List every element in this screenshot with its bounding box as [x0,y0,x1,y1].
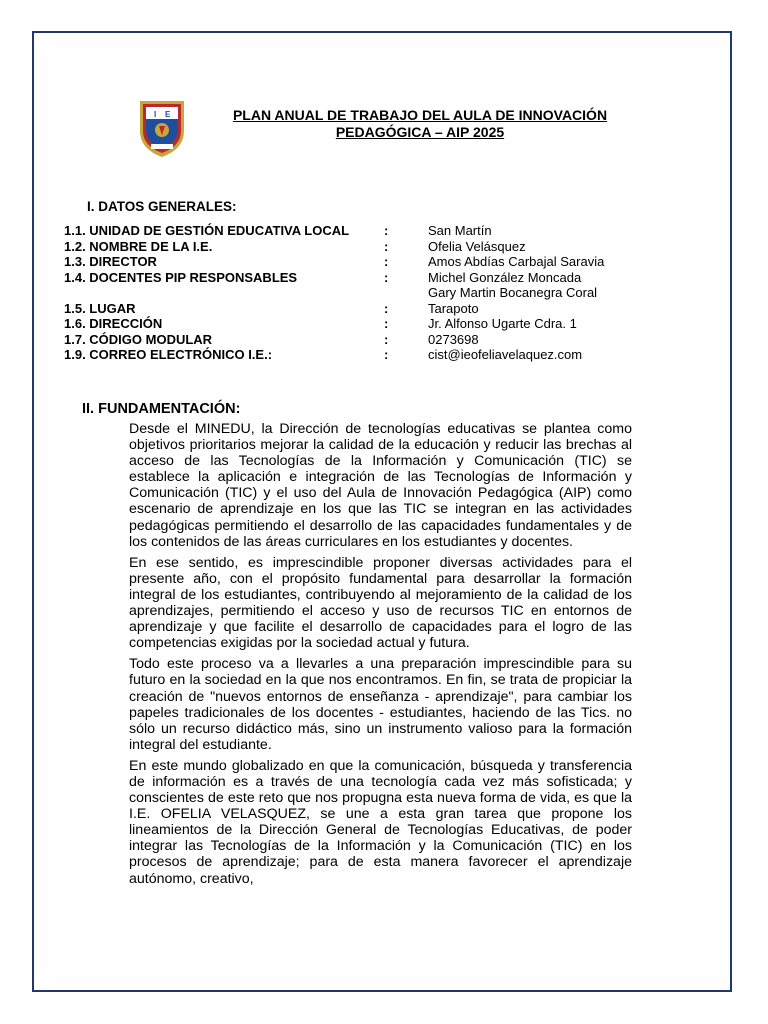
datos-value: Ofelia Velásquez [428,238,526,254]
title-line-2: PEDAGÓGICA – AIP 2025 [335,124,505,140]
datos-row [64,301,684,317]
datos-generales-table [64,223,684,363]
datos-key: 1.9. CORREO ELECTRÓNICO I.E.: [64,347,273,362]
school-crest-icon [137,97,187,159]
paragraph: Desde el MINEDU, la Dirección de tecnologías educativas se plantea como objetivos prioritarios mejorar la calidad de la educación y reducir las brechas al acceso de las Tecnologías de la Información y Comunicación (TIC) se establece la aplicación e integración de las Tecnologías de Información y Comunicación (TIC) y el uso del Aula de Innovación Pedagógica (AIP) como escenario de aprendizaje en los que las TIC se integran en las actividades pedagógicas permitiendo el desarrollo de las capacidades fundamentales y de los contenidos de las áreas curriculares en los estudiantes y docentes. [129,421,632,550]
datos-value: Jr. Alfonso Ugarte Cdra. 1 [428,316,577,331]
datos-colon: : [384,223,389,238]
datos-key: 1.3. DIRECTOR [64,254,157,269]
datos-value: San Martín [428,223,492,238]
datos-colon: : [384,269,389,285]
datos-key: 1.7. CÓDIGO MODULAR [64,331,213,347]
title-line-1: PLAN ANUAL DE TRABAJO DEL AULA DE INNOVACIÓN [232,107,608,123]
datos-key: 1.1. UNIDAD DE GESTIÓN EDUCATIVA LOCAL [64,223,350,238]
datos-row [64,223,684,239]
section-heading-fundamentacion: II. FUNDAMENTACIÓN: [82,401,241,417]
document-title [200,107,640,141]
datos-row [64,239,684,255]
datos-colon: : [384,254,389,269]
datos-key: 1.5. LUGAR [64,300,136,316]
datos-key [64,285,384,301]
datos-row [64,332,684,348]
datos-value: Amos Abdías Carbajal Saravia [428,254,605,269]
datos-value: Michel González Moncada [428,269,582,285]
datos-row [64,254,684,270]
datos-colon: : [384,316,389,331]
datos-colon: : [384,331,389,347]
datos-colon: : [384,238,389,254]
datos-key: 1.2. NOMBRE DE LA I.E. [64,238,213,254]
datos-colon: : [384,300,389,316]
paragraph: En ese sentido, es imprescindible proponer diversas actividades para el presente año, con el propósito fundamental para desarrollar la formación integral de los estudiantes, contribuyendo al mejoramiento de la calidad de los aprendizajes, permitiendo el acceso y uso de recursos TIC en entornos de aprendizaje y que facilite el desarrollo de capacidades para el logro de las competencias exigidas por la sociedad actual y futura. [129,554,632,652]
datos-row [64,270,684,286]
datos-row [64,285,684,301]
paragraph: Todo este proceso va a llevarles a una preparación imprescindible para su futuro en la sociedad en la que nos encontramos. En fin, se trata de propiciar la creación de "nuevos entornos de enseñanza - aprendizaje", para cambiar los papeles tradicionales de los docentes - estudiantes, haciendo de las Tics. no sólo un recurso didáctico más, sino un instrumento valioso para la formación integral del estudiante. [129,656,632,753]
paragraph: En este mundo globalizado en que la comunicación, búsqueda y transferencia de información es a través de una tecnología cada vez más sofisticada; y conscientes de este reto que nos propugna esta nueva forma de vida, es que la I.E. OFELIA VELASQUEZ, se une a esta gran tarea que propone los lineamientos de la Dirección General de Tecnologías Educativas, de poder integrar las Tecnologías de la Información y la Comunicación (TIC) en los procesos de aprendizaje; para de esta manera favorecer el aprendizaje autónomo, creativo, [129,757,632,887]
datos-value: cist@ieofeliavelaquez.com [428,347,583,362]
section-heading-datos: I. DATOS GENERALES: [87,199,237,214]
datos-value: Tarapoto [428,300,479,316]
crest-letter-e: E [165,110,171,119]
datos-key: 1.6. DIRECCIÓN [64,316,163,331]
datos-row [64,347,684,363]
datos-value: 0273698 [428,331,479,347]
datos-row [64,316,684,332]
datos-value: Gary Martin Bocanegra Coral [428,285,598,300]
crest-letter-i: I [154,110,157,119]
datos-colon: : [384,347,389,362]
datos-key: 1.4. DOCENTES PIP RESPONSABLES [64,269,298,285]
fundamentacion-body [129,421,632,892]
datos-colon [384,285,428,301]
